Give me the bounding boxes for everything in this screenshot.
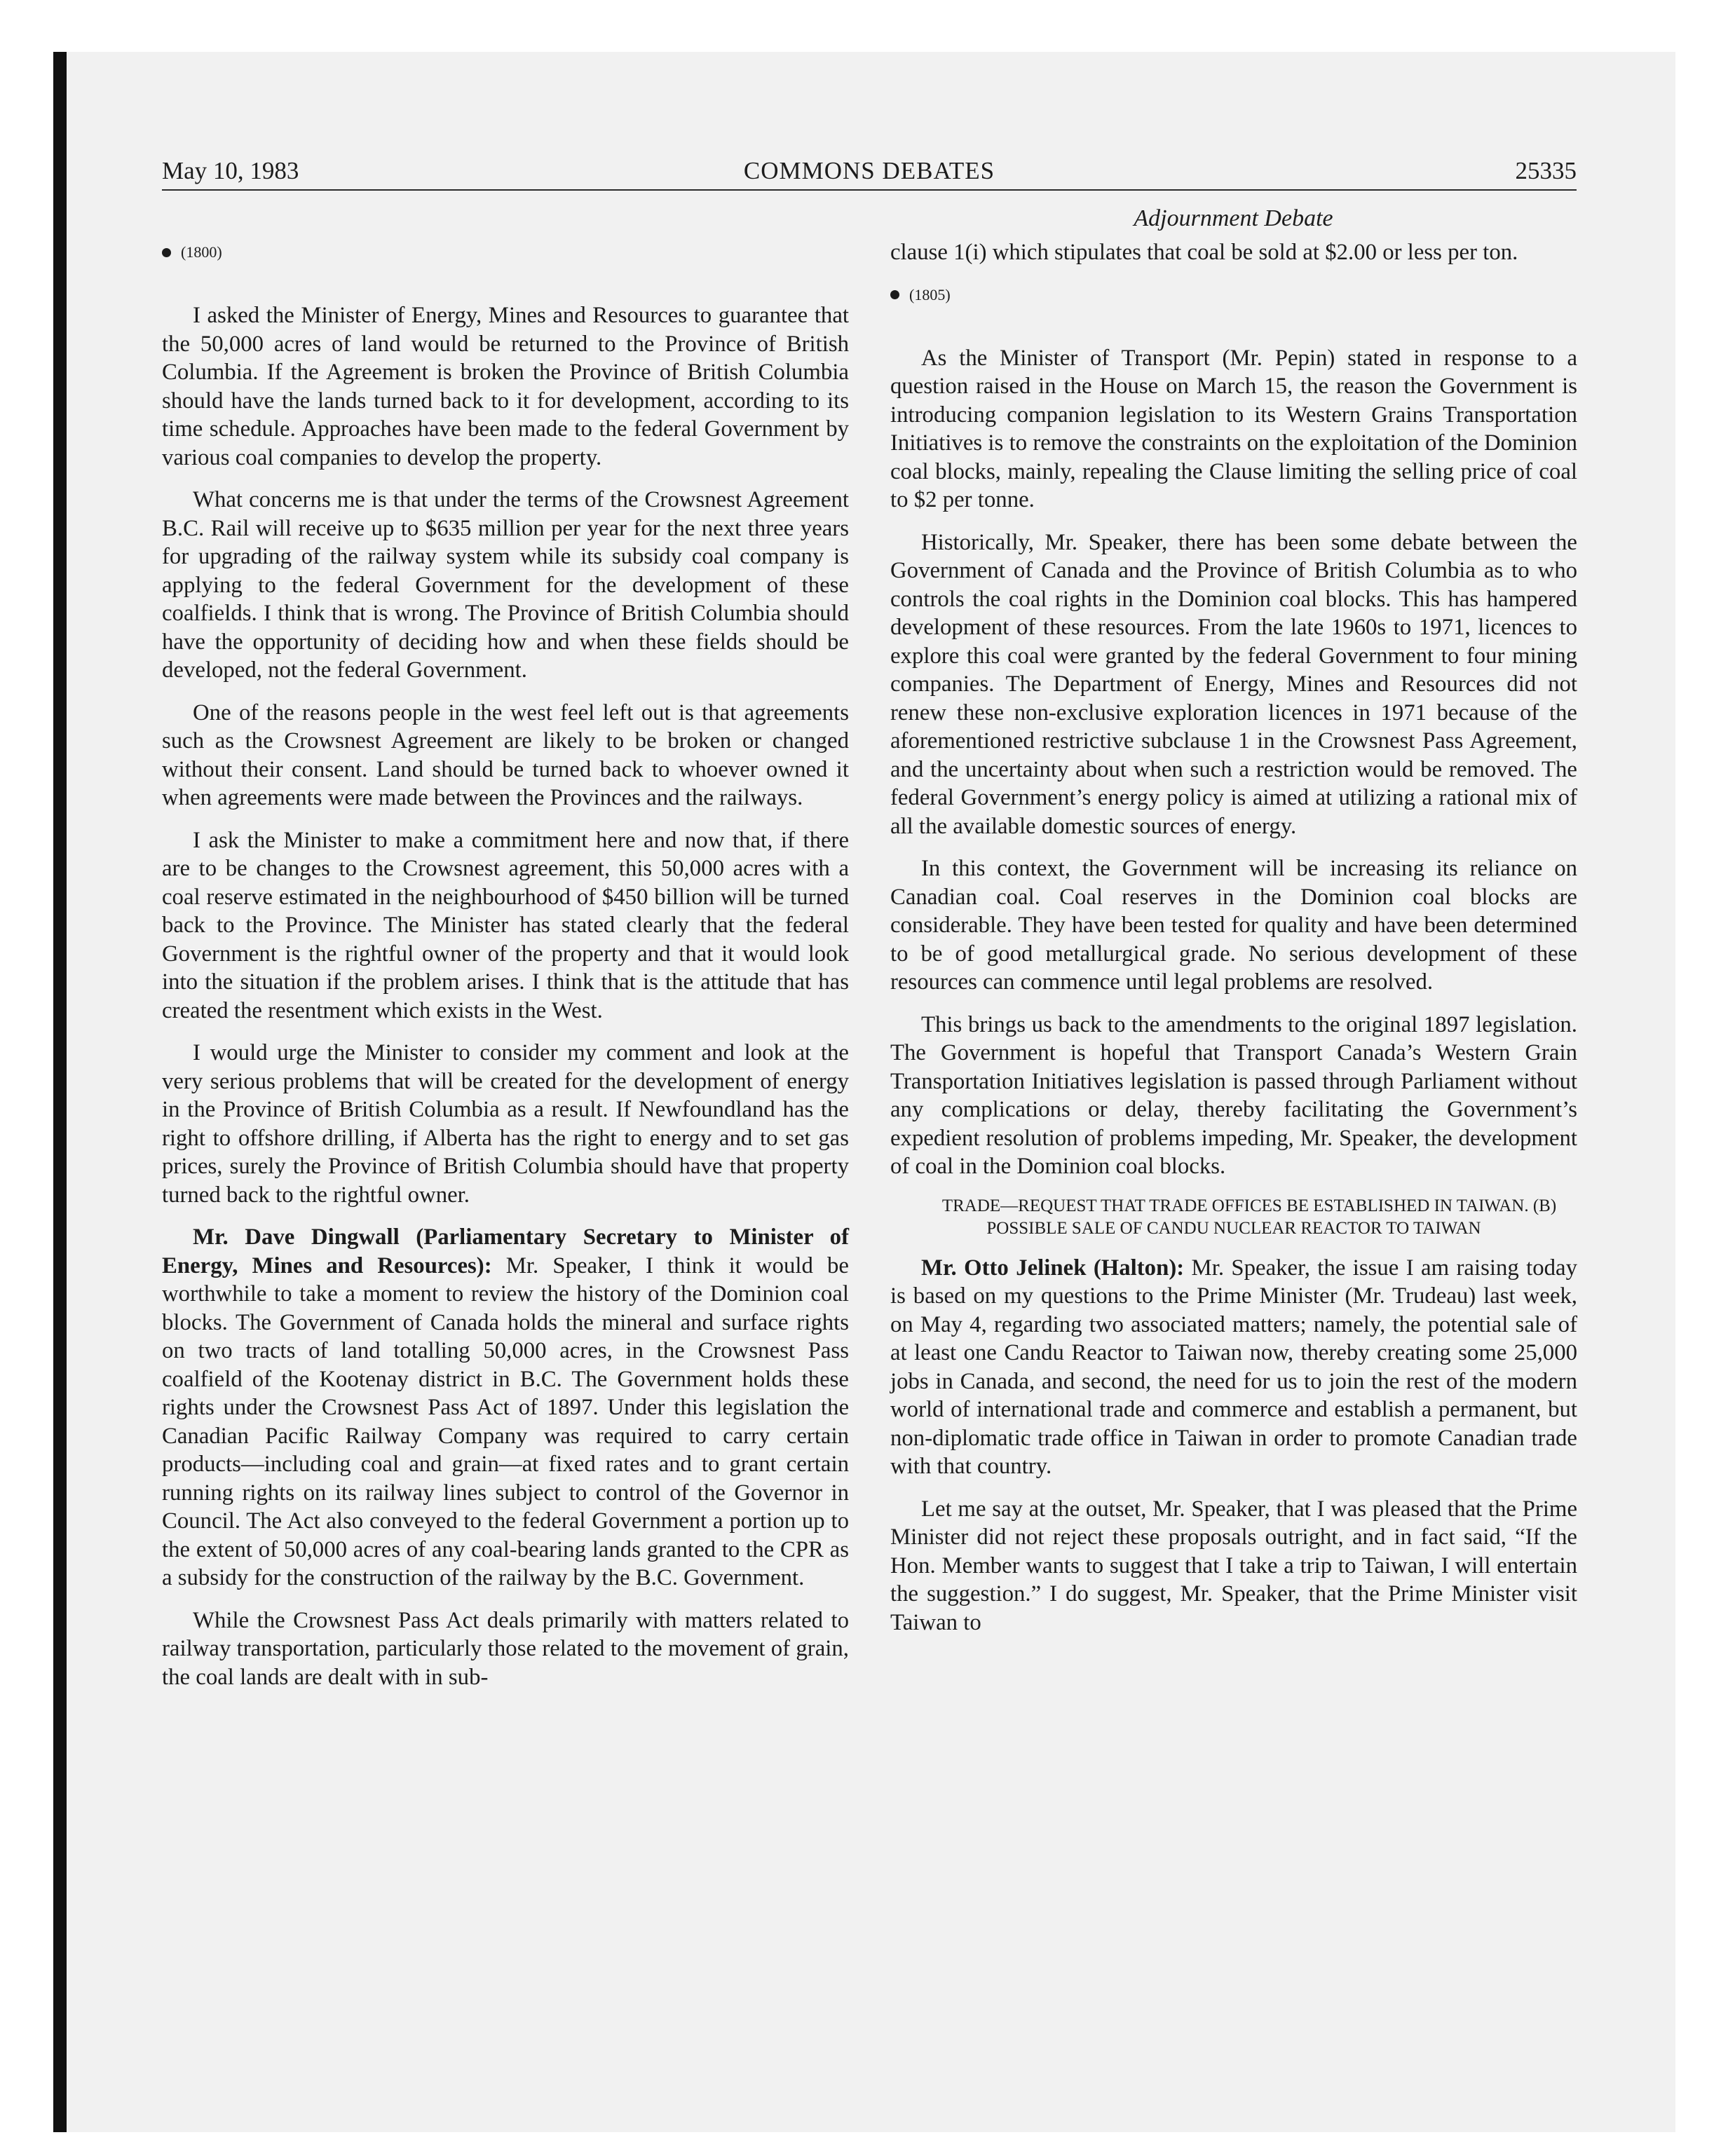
scan-border (53, 52, 67, 2132)
paragraph: clause 1(i) which stipulates that coal be sold at $2.00 or less per ton. (890, 240, 1518, 265)
paragraph: I ask the Minister to make a commitment here and now that, if there are to be changes to the Crowsnest agreement, this 50,000 acres with a coal reserve estimated in the neighbourhood of $450 billion will be turned back to the Province. The Minister has stated clearly that the federal Government is the rightful owner of the property and that it would look into the situation if the problem arises. I think that is the attitude that has created the resentment which exists in the West. (162, 827, 849, 1023)
paragraph: Historically, Mr. Speaker, there has been some debate between the Government of Canada and the Province of British Columbia as to who controls the coal rights in the Dominion coal blocks. This has hampered development of these resources. From the late 1960s to 1971, licences to explore this coal were granted by the federal Government to four mining companies. The Department of Energy, Mines and Resources did not renew these non-exclusive exploration licences in 1971 because of the aforementioned restrictive subclause 1 in the Crowsnest Pass Agreement, and the uncertainty about when such a restriction would be removed. The federal Government’s energy policy is aimed at utilizing a rational mix of all the available domestic sources of energy. (890, 529, 1577, 839)
paragraph: One of the reasons people in the west feel left out is that agreements such as the Crowsnest Agreement are likely to be broken or changed without their consent. Land should be turned back to whoever owned it when agreements were made between the Provinces and the railways. (162, 700, 849, 810)
speaker-name: Mr. Dave Dingwall (Parliamentary Secretary to Minister of Energy, Mines and Resources): (162, 1224, 849, 1278)
paragraph: I asked the Minister of Energy, Mines and Resources to guarantee that the 50,000 acres of land would be returned to the Province of British Columbia. If the Agreement is broken the Province of British Columbia should have the lands turned back to it for development, according to its time schedule. Approaches have been made to the federal Government by various coal companies to develop the property. (162, 303, 849, 470)
paragraph: As the Minister of Transport (Mr. Pepin) stated in response to a question raised in the House on March 15, the reason the Government is introducing companion legislation to its Western Grains Transportation Initiatives is to remove the constraints on the exploitation of the Dominion coal blocks, mainly, repealing the Clause limiting the selling price of coal to $2 per tonne. (890, 345, 1577, 512)
left-column (162, 238, 849, 1705)
speech-text: Mr. Speaker, the issue I am raising today is based on my questions to the Prime Minister (Mr. Trudeau) last week, on May 4, regarding two associated matters; namely, the potential sale of at least one Candu Reactor to Taiwan now, thereby creating some 25,000 jobs in Canada, and second, the need for us to join the rest of the modern world of international trade and commerce and establish a permanent, but non-diplomatic trade office in Taiwan in order to promote Canadian trade with that country. (890, 1255, 1577, 1479)
time-stamp (890, 281, 1577, 309)
time-stamp (162, 238, 849, 266)
section-caption: Adjournment Debate (1134, 205, 1333, 231)
time-stamp-label: (1800) (181, 243, 222, 261)
speaker-name: Mr. Otto Jelinek (Halton): (921, 1255, 1185, 1281)
paragraph: What concerns me is that under the terms of the Crowsnest Agreement B.C. Rail will receive up to $635 million per year for the next three years for upgrading of the railway system while its subsidy coal company is applying to the federal Government for the development of these coalfields. I think that is wrong. The Province of British Columbia should have the opportunity of deciding how and when these fields should be developed, not the federal Government. (162, 487, 849, 683)
paragraph: In this context, the Government will be increasing its reliance on Canadian coal. Coal reserves in the Dominion coal blocks are considerable. They have been tested for quality and have been determined to be of good metallurgical grade. No serious development of these resources can commence until legal problems are resolved. (890, 856, 1577, 995)
bullet-icon (162, 248, 171, 257)
publication-title: COMMONS DEBATES (743, 157, 995, 184)
paragraph: This brings us back to the amendments to the original 1897 legislation. The Government is hopeful that Transport Canada’s Western Grain Transportation Initiatives legislation is passed through Parliament without any complications or delay, thereby facilitating the Government’s expedient resolution of problems impeding, Mr. Speaker, the development of coal in the Dominion coal blocks. (890, 1011, 1577, 1179)
page-number: 25335 (1515, 157, 1577, 184)
topic-heading: TRADE—REQUEST THAT TRADE OFFICES BE ESTABLISHED IN TAIWAN. (B) POSSIBLE SALE OF CANDU NUCLEAR REACTOR TO TAIWAN (941, 1196, 1557, 1238)
speech-text: Mr. Speaker, I think it would be worthwhile to take a moment to review the history of the Dominion coal blocks. The Government of Canada holds the mineral and surface rights on two tracts of land totalling 50,000 acres, in the Crowsnest Pass coalfield of the Kootenay district in B.C. The Government holds these rights under the Crowsnest Pass Act of 1897. Under this legislation the Canadian Pacific Railway Company was required to carry certain products—including coal and grain—at fixed rates and to grant certain running rights on its railway lines subject to control of the Governor in Council. The Act also conveyed to the federal Government a portion up to the extent of 50,000 acres of any coal-bearing lands granted to the CPR as a subsidy for the construction of the railway by the B.C. Government. (162, 1253, 849, 1590)
header-date: May 10, 1983 (162, 157, 299, 184)
bullet-icon (890, 290, 899, 299)
paragraph: Let me say at the outset, Mr. Speaker, that I was pleased that the Prime Minister did not reject these proposals outright, and in fact said, “If the Hon. Member wants to suggest that I take a trip to Taiwan, I will entertain the suggestion.” I do suggest, Mr. Speaker, that the Prime Minister visit Taiwan to (890, 1496, 1577, 1635)
right-column (890, 238, 1577, 1651)
paragraph: While the Crowsnest Pass Act deals primarily with matters related to railway transportation, particularly those related to the movement of grain, the coal lands are dealt with in sub- (162, 1607, 849, 1690)
speech-paragraph (162, 1223, 849, 1592)
paragraph: I would urge the Minister to consider my comment and look at the very serious problems that will be created for the development of energy in the Province of British Columbia as a result. If Newfoundland has the right to offshore drilling, if Alberta has the right to energy and to set gas prices, surely the Province of British Columbia should have that property turned back to the rightful owner. (162, 1040, 849, 1208)
running-header (162, 153, 1577, 189)
speech-paragraph (890, 1254, 1577, 1481)
header-rule (162, 189, 1577, 191)
time-stamp-label: (1805) (909, 285, 951, 303)
